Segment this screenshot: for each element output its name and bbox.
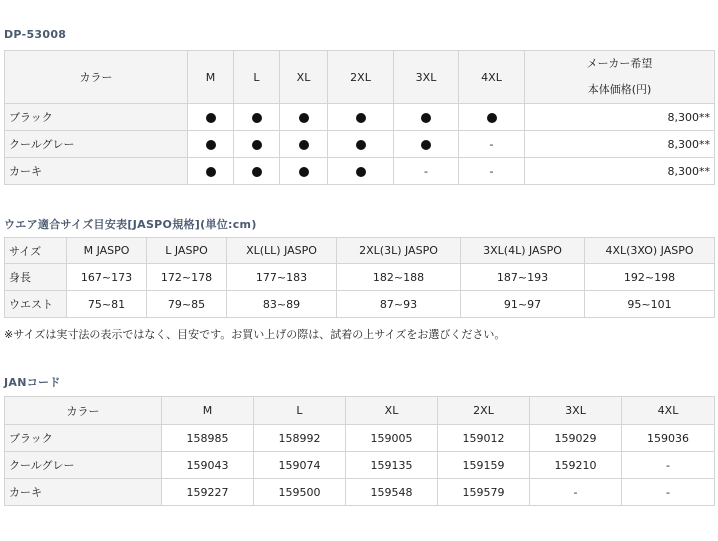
jan-code-cell: 159043 [162, 452, 254, 479]
availability-cell [234, 158, 280, 185]
table-row [5, 158, 715, 185]
measure-value: 87~93 [337, 291, 461, 318]
available-dot [356, 113, 366, 123]
jan-code-cell: 159159 [438, 452, 530, 479]
unavailable-mark: - [424, 164, 428, 178]
measure-label: ウエスト [5, 291, 67, 318]
availability-cell [394, 104, 459, 131]
availability-cell [328, 104, 394, 131]
availability-cell [328, 131, 394, 158]
available-dot [252, 167, 262, 177]
table-header-row [5, 238, 715, 264]
table-row [5, 291, 715, 318]
jan-code-cell: 159074 [254, 452, 346, 479]
available-dot [356, 167, 366, 177]
price-cell: 8,300** [525, 131, 715, 158]
measure-value: 182~188 [337, 264, 461, 291]
product-code: DP-53008 [4, 28, 67, 41]
price-cell: 8,300** [525, 104, 715, 131]
availability-cell [188, 158, 234, 185]
measure-value: 95~101 [585, 291, 715, 318]
size-header-xl: XL [346, 397, 438, 425]
size-chart-column-header: 2XL(3L) JASPO [337, 238, 461, 264]
size-chart-column-header: L JASPO [147, 238, 227, 264]
measure-value: 75~81 [67, 291, 147, 318]
available-dot [487, 113, 497, 123]
availability-cell [459, 104, 525, 131]
jan-code-cell: - [530, 479, 622, 506]
jan-code-table [4, 396, 715, 506]
size-chart-column-header: 4XL(3XO) JASPO [585, 238, 715, 264]
availability-cell [280, 158, 328, 185]
available-dot [252, 113, 262, 123]
availability-cell [280, 131, 328, 158]
size-header-m: M [162, 397, 254, 425]
color-column-header: カラー [5, 397, 162, 425]
availability-cell [459, 131, 525, 158]
size-chart-title: ウエア適合サイズ目安表[JASPO規格](単位:cm) [4, 218, 257, 231]
price-header-line1: メーカー希望 [586, 57, 653, 70]
available-dot [206, 140, 216, 150]
jan-code-cell: 159579 [438, 479, 530, 506]
measure-value: 192~198 [585, 264, 715, 291]
color-name: ブラック [5, 104, 188, 131]
measure-value: 187~193 [461, 264, 585, 291]
jan-code-cell: - [622, 452, 715, 479]
price-header-line2: 本体価格(円) [587, 83, 652, 96]
size-header-l: L [254, 397, 346, 425]
jan-code-cell: 158985 [162, 425, 254, 452]
availability-cell [459, 158, 525, 185]
size-header-xl: XL [280, 51, 328, 104]
availability-cell [188, 104, 234, 131]
table-row [5, 479, 715, 506]
size-header-4xl: 4XL [622, 397, 715, 425]
table-row [5, 425, 715, 452]
jan-code-cell: 159029 [530, 425, 622, 452]
available-dot [299, 113, 309, 123]
size-header-3xl: 3XL [394, 51, 459, 104]
jan-code-cell: 159500 [254, 479, 346, 506]
table-row [5, 131, 715, 158]
available-dot [356, 140, 366, 150]
color-name: カーキ [5, 158, 188, 185]
measure-value: 79~85 [147, 291, 227, 318]
available-dot [206, 167, 216, 177]
size-header-l: L [234, 51, 280, 104]
measure-value: 172~178 [147, 264, 227, 291]
color-availability-table [4, 50, 715, 185]
size-header-4xl: 4XL [459, 51, 525, 104]
availability-cell [280, 104, 328, 131]
price-column-header [525, 51, 715, 104]
table-header-row [5, 397, 715, 425]
price-cell: 8,300** [525, 158, 715, 185]
jan-code-cell: 159135 [346, 452, 438, 479]
color-name: クールグレー [5, 131, 188, 158]
availability-cell [394, 158, 459, 185]
size-header-2xl: 2XL [328, 51, 394, 104]
jan-code-cell: 159548 [346, 479, 438, 506]
available-dot [206, 113, 216, 123]
jan-code-cell: 159036 [622, 425, 715, 452]
unavailable-mark: - [489, 164, 494, 178]
jan-code-cell: 159012 [438, 425, 530, 452]
availability-cell [394, 131, 459, 158]
jan-code-cell: 159227 [162, 479, 254, 506]
size-chart-column-header: M JASPO [67, 238, 147, 264]
jan-code-cell: - [622, 479, 715, 506]
availability-cell [234, 131, 280, 158]
availability-cell [234, 104, 280, 131]
size-header-3xl: 3XL [530, 397, 622, 425]
jan-code-cell: 159005 [346, 425, 438, 452]
table-header-row [5, 51, 715, 104]
available-dot [421, 140, 431, 150]
table-row [5, 452, 715, 479]
color-name: ブラック [5, 425, 162, 452]
size-note: ※サイズは実寸法の表示ではなく、目安です。お買い上げの際は、試着の上サイズをお選びください。 [4, 328, 506, 341]
available-dot [299, 167, 309, 177]
unavailable-mark: - [489, 137, 494, 151]
color-column-header: カラー [5, 51, 188, 104]
jan-code-cell: 159210 [530, 452, 622, 479]
size-header-2xl: 2XL [438, 397, 530, 425]
available-dot [299, 140, 309, 150]
size-label-header: サイズ [5, 238, 67, 264]
size-chart-column-header: XL(LL) JASPO [227, 238, 337, 264]
measure-value: 177~183 [227, 264, 337, 291]
table-row [5, 264, 715, 291]
table-row [5, 104, 715, 131]
size-header-m: M [188, 51, 234, 104]
color-name: クールグレー [5, 452, 162, 479]
measure-value: 83~89 [227, 291, 337, 318]
jan-code-cell: 158992 [254, 425, 346, 452]
measure-label: 身長 [5, 264, 67, 291]
size-chart-column-header: 3XL(4L) JASPO [461, 238, 585, 264]
jan-code-title: JANコード [4, 376, 61, 389]
availability-cell [188, 131, 234, 158]
available-dot [252, 140, 262, 150]
available-dot [421, 113, 431, 123]
measure-value: 167~173 [67, 264, 147, 291]
availability-cell [328, 158, 394, 185]
measure-value: 91~97 [461, 291, 585, 318]
size-chart-table [4, 237, 715, 318]
color-name: カーキ [5, 479, 162, 506]
